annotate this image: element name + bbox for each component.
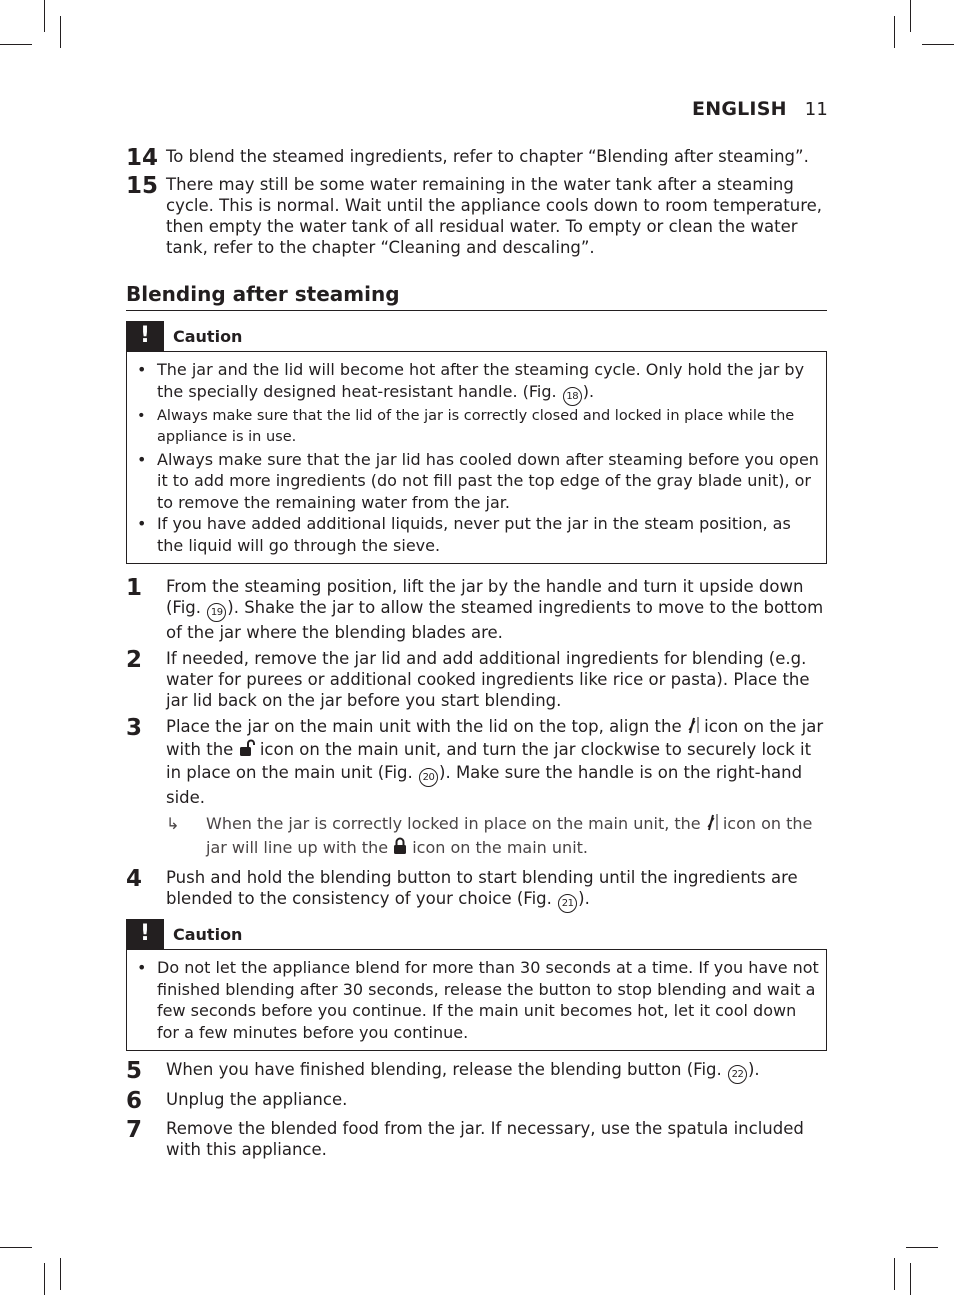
crop-mark (922, 44, 954, 45)
step-text: Unplug the appliance. (166, 1090, 348, 1109)
caution-bullet: • Always make sure that the lid of the jar is correctly closed and locked in place while the appliance is in use. (135, 406, 820, 449)
page-header (692, 98, 828, 120)
step-text: There may still be some water remaining in the water tank after a steaming cycle. This is normal. Wait until the appliance cools down to room temperature, then empty the water tank of all residual water. To empty or clean the water tank, refer to the chapter “Cleaning and descaling”. (166, 175, 823, 257)
step-3-result (166, 813, 827, 861)
step-text: If needed, remove the jar lid and add additional ingredients for blending (e.g. water for purees or additional cooked ingredients like rice or pasta). Place the jar lid back on the jar before you start blending. (166, 649, 810, 710)
step-3 (126, 716, 827, 808)
crop-mark (44, 1263, 45, 1295)
step-text: Place the jar on the main unit with the lid on the top, align the icon on the jar with the icon on the main unit, and turn the jar clockwise to securely lock it in place on the main unit (Fig. 20 ). Make sure the handle is on the right-hand side. (166, 717, 824, 807)
crop-mark (44, 0, 45, 32)
lock-icon (393, 837, 407, 861)
step-number: 15 (126, 173, 159, 199)
step-number: 3 (126, 715, 143, 741)
caution-bullet: • The jar and the lid will become hot after the steaming cycle. Only hold the jar by the specially designed heat-resistant handle. (Fig. 18 ). (135, 359, 820, 406)
caution-bullet: • Do not let the appliance blend for more than 30 seconds at a time. If you have not finished blending after 30 seconds, release the button to stop blending and wait a few seconds before you continue. If the main unit becomes hot, let it cool down for a few minutes before you continue. (135, 957, 820, 1043)
crop-mark (906, 1247, 938, 1248)
page-number: 11 (804, 99, 828, 120)
caution-header (126, 321, 827, 351)
section-heading: Blending after steaming (126, 282, 827, 311)
step-text: To blend the steamed ingredients, refer to chapter “Blending after steaming”. (166, 147, 809, 166)
caution-header (126, 919, 827, 949)
caution-title: Caution (173, 326, 243, 346)
exclamation-icon: ! (126, 919, 164, 949)
step-14 (126, 146, 827, 170)
crop-mark (894, 16, 895, 48)
step-text: Remove the blended food from the jar. If necessary, use the spatula included with this appliance. (166, 1119, 804, 1159)
step-number: 1 (126, 575, 143, 601)
figure-reference: 19 (207, 603, 226, 622)
figure-reference: 18 (563, 387, 582, 406)
step-7 (126, 1118, 827, 1160)
crop-mark (0, 1247, 32, 1248)
step-number: 5 (126, 1058, 143, 1084)
figure-reference: 22 (728, 1065, 747, 1084)
crop-mark (910, 0, 911, 32)
step-4 (126, 867, 827, 913)
caution-bullet: • Always make sure that the jar lid has cooled down after steaming before you open it to add more ingredients (do not fill past the top edge of the gray blade unit), or to remove the remaining water from the jar. (135, 449, 820, 514)
caution-box (126, 351, 827, 564)
crop-mark (0, 44, 32, 45)
caution-box (126, 949, 827, 1051)
unlock-icon (239, 739, 255, 762)
step-15 (126, 174, 827, 258)
crop-mark (910, 1263, 911, 1295)
step-number: 7 (126, 1117, 143, 1143)
caution-block-1 (126, 321, 827, 564)
step-text: When you have finished blending, release the blending button (Fig. 22 ). (166, 1059, 827, 1084)
step-text: From the steaming position, lift the jar by the handle and turn it upside down (Fig. 19 ). Shake the jar to allow the steamed ingredients to move to the bottom of the jar where the blending blades are. (166, 577, 824, 642)
result-text: When the jar is correctly locked in place on the main unit, the icon on the jar will line up with the icon on the main unit. (206, 813, 827, 861)
caution-title: Caution (173, 924, 243, 944)
step-text: Push and hold the blending button to start blending until the ingredients are blended to the consistency of your choice (Fig. 21 ). (166, 867, 827, 913)
jar-align-icon (706, 813, 718, 837)
crop-mark (60, 1258, 61, 1290)
step-5 (126, 1059, 827, 1084)
step-6 (126, 1089, 827, 1113)
figure-reference: 20 (419, 768, 438, 787)
crop-mark (60, 16, 61, 48)
step-1 (126, 576, 827, 643)
result-arrow-icon: ↳ (166, 814, 180, 833)
step-2 (126, 648, 827, 711)
caution-bullet: • If you have added additional liquids, never put the jar in the steam position, as the liquid will go through the sieve. (135, 513, 820, 556)
crop-mark (894, 1258, 895, 1290)
exclamation-icon: ! (126, 321, 164, 351)
page-content (126, 146, 827, 1165)
step-number: 6 (126, 1088, 143, 1114)
step-number: 4 (126, 866, 143, 892)
jar-align-icon (687, 716, 699, 739)
caution-block-2 (126, 919, 827, 1051)
step-number: 14 (126, 145, 159, 171)
figure-reference: 21 (558, 894, 577, 913)
language-label: ENGLISH (692, 98, 787, 120)
step-number: 2 (126, 647, 143, 673)
